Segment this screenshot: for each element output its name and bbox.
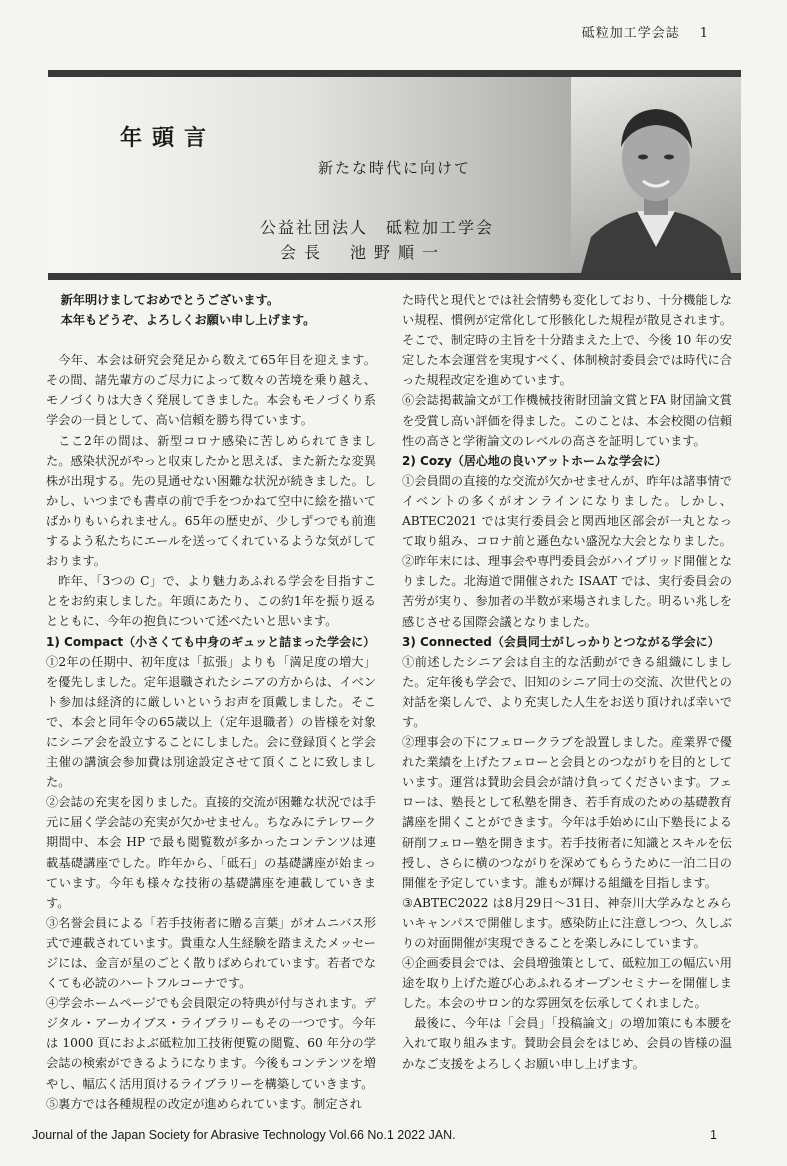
header-band: [48, 70, 741, 280]
paragraph-spacer: [46, 330, 376, 350]
paragraph: ⑤裏方では各種規程の改定が進められています。制定され: [46, 1096, 362, 1111]
author-role: 会長: [280, 243, 329, 262]
paragraph: 今年、本会は研究会発足から数えて65年目を迎えます。その間、諸先輩方のご尽力によって数々の苦境を乗り越え、モノづくりは大きく発展してきました。本会もモノづくり系学会の一員として、高い信頼を勝ち得ています。: [46, 353, 376, 428]
right-text-column: [402, 290, 732, 1074]
footer-citation: Journal of the Japan Society for Abrasive Technology Vol.66 No.1 2022 JAN.: [32, 1128, 456, 1142]
paragraph: ④企画委員会では、会員増強策として、砥粒加工の幅広い用途を取り上げた遊び心あふれるオープンセミナーを開催しました。本会のサロン的な雰囲気を伝承してくれました。: [402, 956, 732, 1011]
left-text-column: [46, 290, 376, 1114]
running-head: [582, 22, 709, 41]
section-title: 年頭言: [120, 125, 217, 151]
author-portrait-image: [571, 77, 741, 273]
paragraph: ここ2年の間は、新型コロナ感染に苦しめられてきました。感染状況がやっと収束したかと思えば、また新たな変異株が出現する。先の見通せない困難な状況が続きました。しかし、いつまでも書卓の前で手をつかねて空中に絵を描いてばかりもいられません。65年の歴史が、少しずつでも前進するよう私たちにエールを送ってくれているような気がしております。: [46, 433, 376, 569]
footer-page-number: 1: [710, 1128, 717, 1142]
greeting-line: 本年もどうぞ、よろしくお願い申し上げます。: [60, 313, 316, 328]
paragraph: ③名誉会員による「若手技術者に贈る言葉」がオムニバス形式で連載されています。貴重な人生経験を踏まえたメッセージには、金言が星のごとく散りばめられています。若者でなくても必読のハートフルコーナです。: [46, 915, 376, 991]
paragraph: ④学会ホームページでも会員限定の特典が付与されます。デジタル・アーカイブス・ライブラリーもその一つです。今年は 1000 頁におよぶ砥粒加工技術便覧の閲覧、60 年分の学会誌の検索ができるようになります。今後もコンテンツを増やし、幅広く活用頂けるライブラリーを構築していきます。: [46, 996, 376, 1091]
author-name: 池野順一: [350, 243, 447, 262]
paragraph: ③ABTEC2022 は8月29日～31日、神奈川大学みなとみらいキャンパスで開催します。感染防止に注意しつつ、久しぶりの対面開催が実現できることを楽しみにしています。: [402, 895, 732, 950]
article-subtitle: 新たな時代に向けて: [318, 159, 472, 177]
paragraph: ①会員間の直接的な交流が欠かせませんが、昨年は諸事情でイベントの多くがオンラインになりました。しかし、ABTEC2021 では実行委員会と関西地区部会が一丸となって取り組み、コロナ前と遜色ない盛況な大会となりました。: [402, 473, 732, 549]
paragraph: ②会誌の充実を図りました。直接的交流が困難な状況では手元に届く学会誌の充実が欠かせません。ちなみにテレワーク期間中、本会 HP で最も閲覧数が多かったコンテンツは連載基礎講座でした。昨年から、「砥石」の基礎講座が始まっています。今年も様々な技術の基礎講座を連載していきます。: [46, 795, 376, 910]
section-heading: 1) Compact（小さくても中身のギュッと詰まった学会に）: [46, 634, 376, 649]
journal-name: 砥粒加工学会誌: [581, 26, 680, 41]
paragraph: 昨年、「3つの C」で、より魅力あふれる学会を目指すことをお約束しました。年頭にあたり、この約1年を振り返るとともに、今年の抱負について述べたいと思います。: [46, 574, 376, 629]
section-heading: 2) Cozy（居心地の良いアットホームな学会に）: [402, 453, 668, 468]
greeting-line: 新年明けましておめでとうございます。: [60, 293, 280, 307]
paragraph: ⑥会誌掲載論文が工作機械技術財団論文賞とFA 財団論文賞を受賞し高い評価を得ました。このことは、本会校閲の信頼性の高さと学術論文のレベルの高さを証明しています。: [402, 393, 732, 448]
paragraph: ②昨年末には、理事会や専門委員会がハイブリッド開催となりました。北海道で開催された ISAAT では、実行委員会の苦労が実り、参加者の半数が来場されました。明るい兆しを感じさせる国際会議となりました。: [402, 554, 732, 629]
running-head-page-number: 1: [699, 26, 709, 41]
paragraph: 最後に、今年は「会員」「投稿論文」の増加策にも本腰を入れて取り組みます。賛助会員会をはじめ、会員の皆様の温かなご支援をよろしくお願い申し上げます。: [402, 1016, 732, 1071]
organization-name: 公益社団法人 砥粒加工学会: [260, 218, 495, 237]
section-heading: 3) Connected（会員同士がしっかりとつながる学会に）: [402, 634, 720, 649]
paragraph: た時代と現代とでは社会情勢も変化しており、十分機能しない規程、慣例が定常化して形骸化した規程が散見されます。そこで、制定時の主旨を十分踏まえた上で、今後 10 年の安定した本会運営を実現すべく、体制検討委員会では時代に合った規程改定を進めています。: [402, 293, 732, 388]
paragraph: ①2年の任期中、初年度は「拡張」よりも「満足度の増大」を優先しました。定年退職されたシニアの方からは、イベント参加は経済的に厳しいというお声を頂戴しました。そこで、本会と同年令の65歳以上（定年退職者）の皆様を対象にシニア会を設立することにしました。会に登録頂くと学会主催の講演会参加費は別途設定させて頂くことに致しました。: [46, 654, 376, 790]
paragraph: ①前述したシニア会は自主的な活動ができる組織にしました。定年後も学会で、旧知のシニア同士の交流、次世代との対話を楽しんで、より充実した人生をお送り頂ければ幸いです。: [402, 654, 732, 729]
author-line: [280, 240, 446, 263]
paragraph: ②理事会の下にフェロークラブを設置しました。産業界で優れた業績を上げたフェローと会員とのつながりを目的としています。運営は賛助会員会が請け負ってくださいます。フェローは、塾長として私塾を開き、若手育成のための基礎教育講座を開くことができます。今年は手始めに山下塾長による研削フェロー塾を開きます。若手技術者に知識とスキルを伝授し、さらに横のつながりを深めてもらうために一泊二日の開催を予定しています。誰もが輝ける組織を目指します。: [402, 735, 732, 890]
